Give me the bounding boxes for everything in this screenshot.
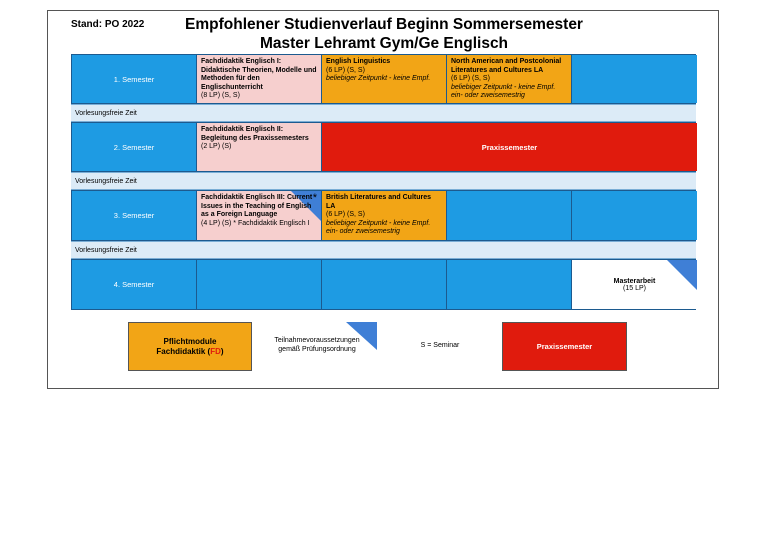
module-title: North American and Postcolonial Literatures and Cultures LA [451,58,562,74]
legend-teilnahme-line1: Teilnahmevoraussetzungen [274,337,360,344]
module-credits: (8 LP) (S, S) [201,92,240,100]
semester-label: 1. Semester [72,55,197,103]
module-title: Fachdidaktik Englisch II: Begleitung des Praxissemesters [201,126,309,142]
module-note: ein- oder zweisemestrig [326,228,400,236]
module-credits: (2 LP) (S) [201,143,232,151]
star-icon: * [312,192,317,204]
empty-cell [322,260,447,309]
semester-label: 4. Semester [72,260,197,309]
legend-seminar: S = Seminar [420,342,460,349]
prerequisite-legend-icon [346,322,377,350]
semester-row-2 [71,122,696,172]
page-title: Empfohlener Studienverlauf Beginn Sommersemester [185,16,583,33]
module-note: ein- oder zweisemestrig [451,92,525,100]
module-credits: (15 LP) [623,284,646,292]
empty-cell [197,260,322,309]
legend-fd-abbr: FD [210,346,221,356]
module-note: beliebiger Zeitpunkt - keine Empf. [451,83,556,91]
break-row: Vorlesungsfreie Zeit [71,172,696,190]
module-title: British Literatures and Cultures LA [326,194,432,210]
module-fachdidaktik-3 [197,191,322,240]
module-credits: (6 LP) (S, S) [326,66,365,74]
break-row: Vorlesungsfreie Zeit [71,104,696,122]
prerequisite-corner-icon [667,260,697,290]
module-british-literatures [322,191,447,240]
module-praxissemester: Praxissemester [322,123,697,171]
empty-cell [572,55,697,103]
module-credits: (4 LP) (S) * Fachdidaktik Englisch I [201,219,310,227]
empty-cell [447,260,572,309]
semester-label: 3. Semester [72,191,197,240]
semester-row-1 [71,54,696,104]
legend-praxissemester: Praxissemester [502,322,627,371]
semester-row-4 [71,259,696,310]
legend-pflicht-fd [156,347,223,357]
legend-fd-suffix: ) [220,346,224,356]
module-fachdidaktik-1 [197,55,322,103]
legend-pflichtmodule [128,322,252,371]
module-title: English Linguistics [326,58,391,65]
empty-cell [447,191,572,240]
module-credits: (6 LP) (S, S) [326,211,365,219]
module-north-american-postcolonial [447,55,572,103]
semester-label: 2. Semester [72,123,197,171]
legend-fd-prefix: Fachdidaktik ( [156,346,211,356]
module-english-linguistics [322,55,447,103]
module-title: Fachdidaktik Englisch III: Current Issues in the Teaching of English as a Foreign Language [201,194,313,219]
legend-teilnahme-line2: gemäß Prüfungsordnung [278,346,356,353]
module-masterarbeit [572,260,697,309]
module-fachdidaktik-2 [197,123,322,171]
module-note: beliebiger Zeitpunkt - keine Empf. [326,75,431,83]
module-credits: (6 LP) (S, S) [451,75,490,83]
page-subtitle: Master Lehramt Gym/Ge Englisch [259,35,509,52]
break-row: Vorlesungsfreie Zeit [71,241,696,259]
stand-label: Stand: PO 2022 [71,19,145,30]
module-note: beliebiger Zeitpunkt - keine Empf. [326,219,431,227]
legend-pflicht-title: Pflichtmodule [163,336,217,346]
semester-row-3 [71,190,696,241]
module-title: Masterarbeit [613,277,656,285]
module-title: Fachdidaktik Englisch I: Didaktische Theorien, Modelle und Methoden für den Englischunterricht [201,58,317,91]
empty-cell [572,191,697,240]
